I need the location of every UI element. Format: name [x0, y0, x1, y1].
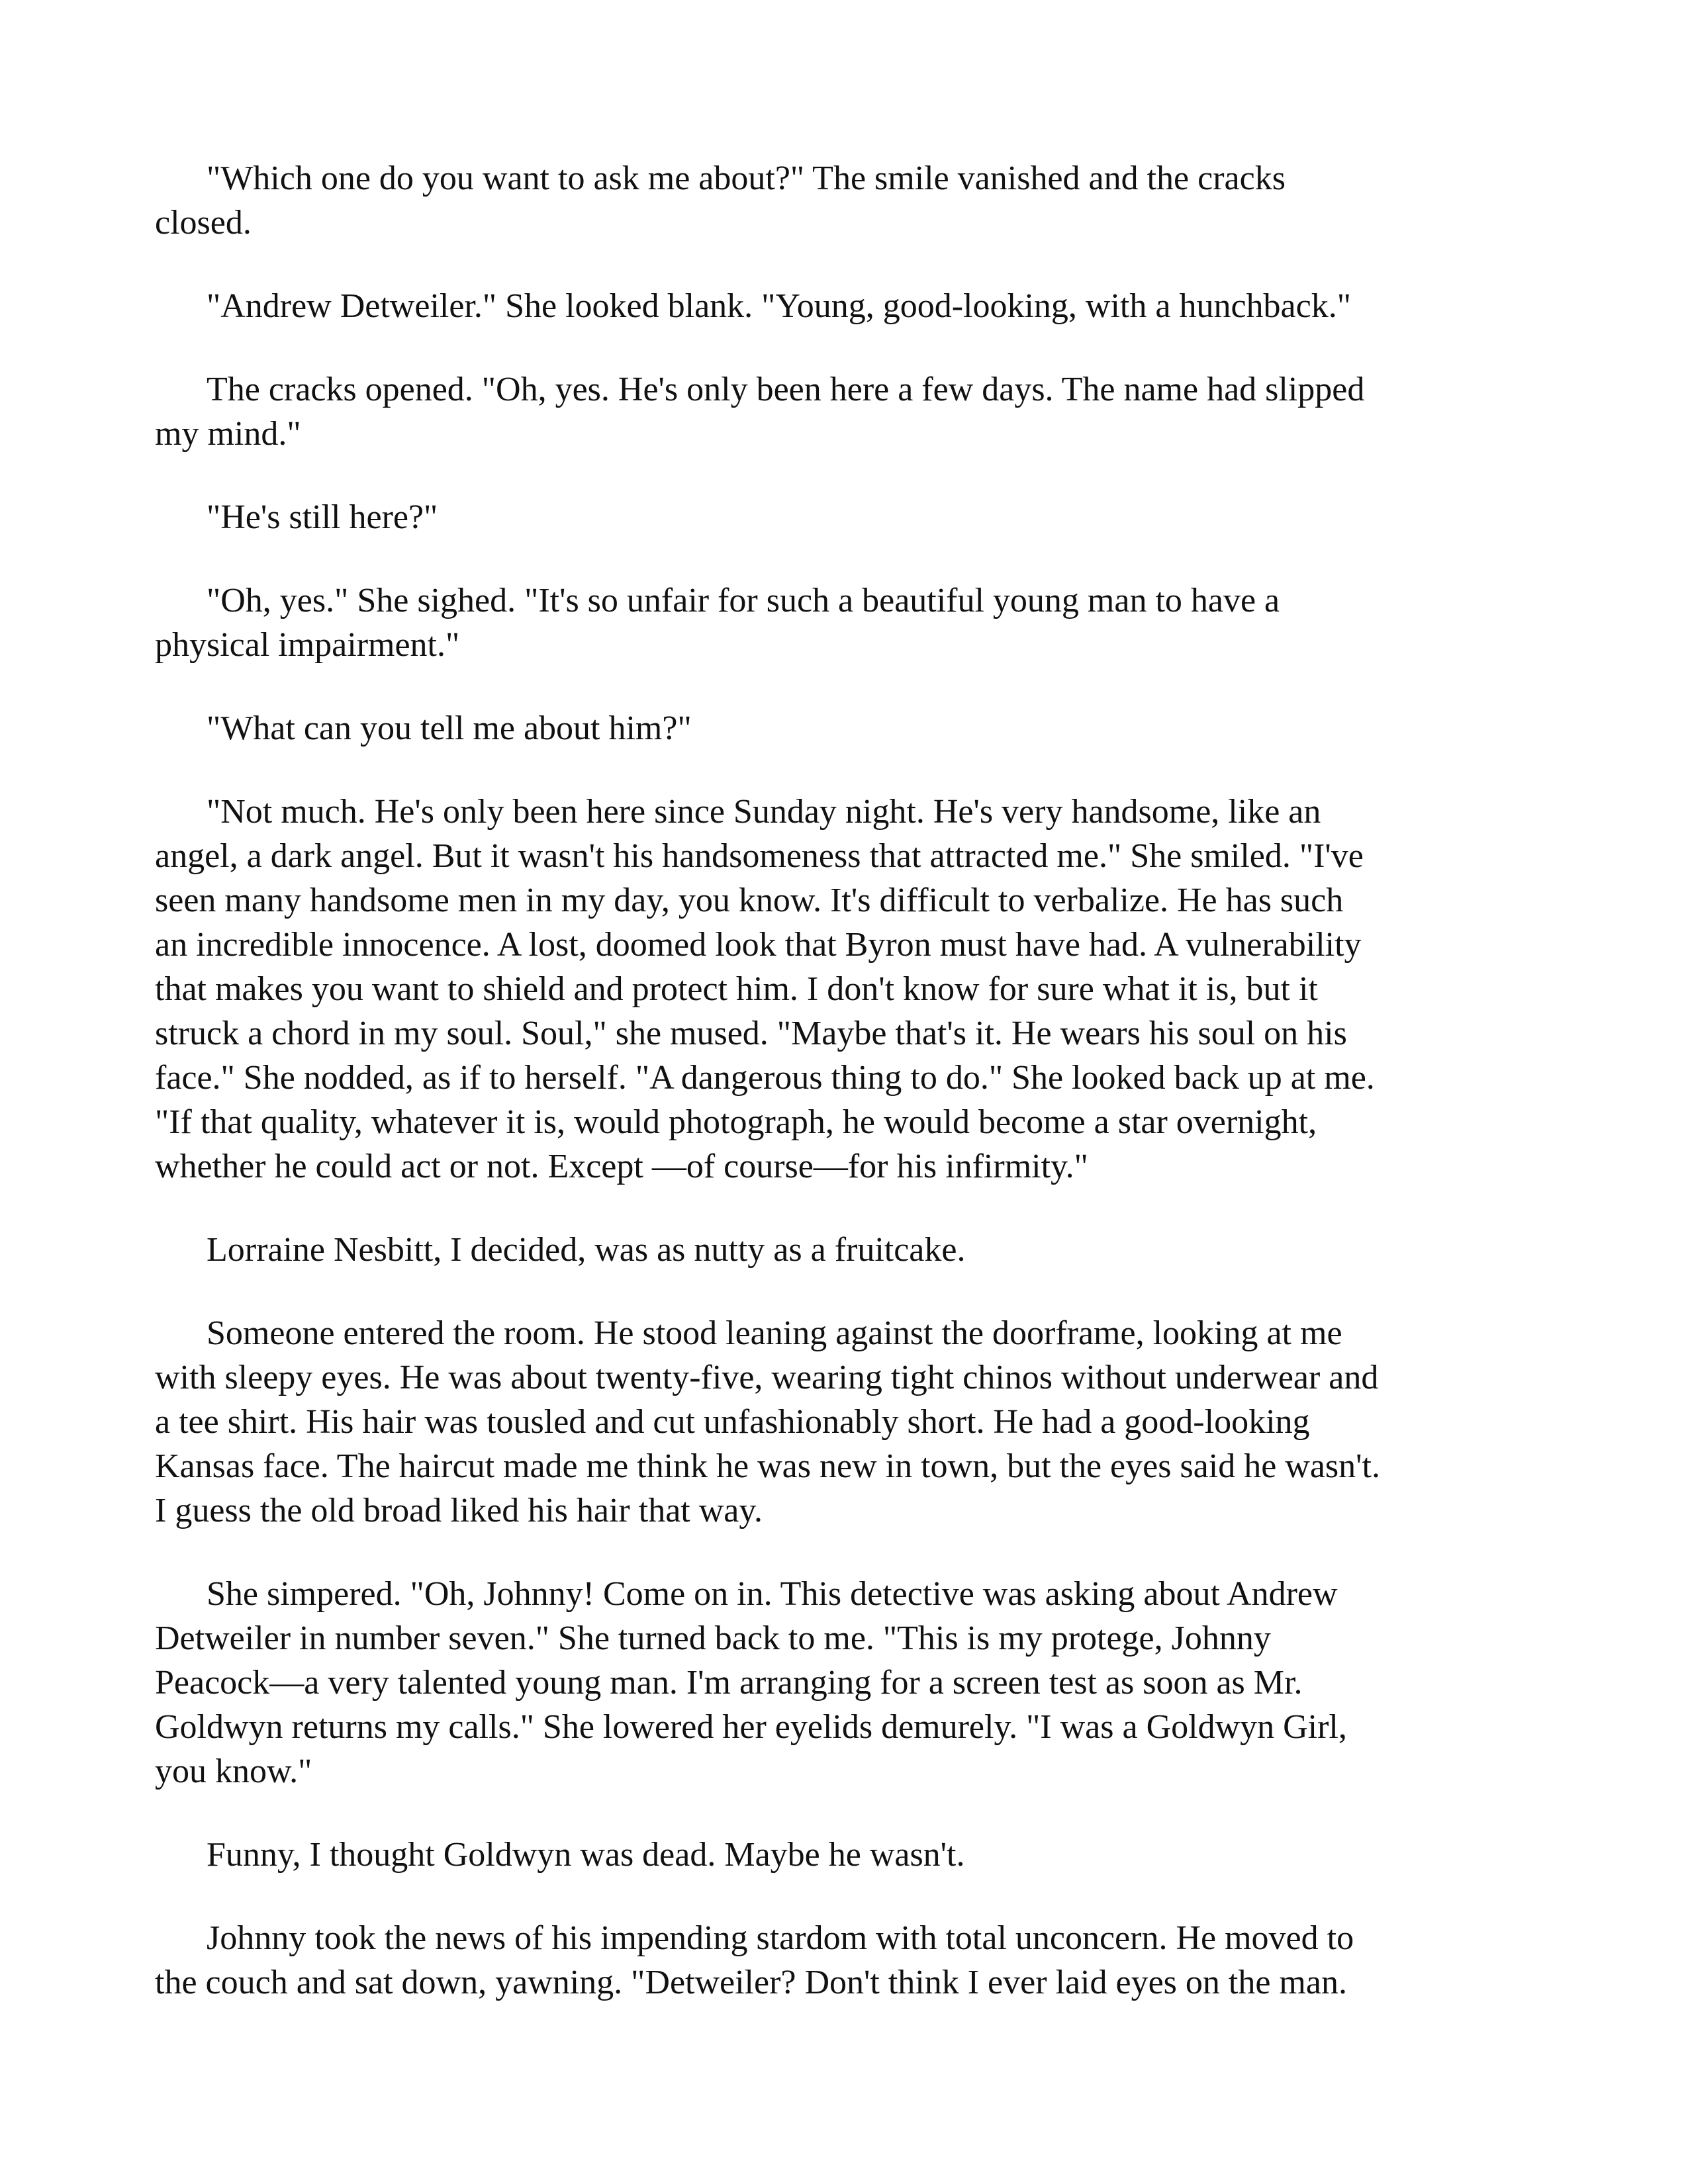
paragraph: Lorraine Nesbitt, I decided, was as nutty as a fruitcake. [207, 1231, 966, 1269]
paragraph: She simpered. "Oh, Johnny! Come on in. This detective was asking about Andrew Detweiler in number seven." She turned back to me. "This is my protege, Johnny Peacock—a very talented young man. I'm arranging for a screen test as soon as Mr. Goldwyn returns my calls." She lowered her eyelids demurely. "I was a Goldwyn Girl, you know." [155, 1575, 1347, 1790]
paragraph: Someone entered the room. He stood leaning against the doorframe, looking at me with sleepy eyes. He was about twenty-five, wearing tight chinos without underwear and a tee shirt. His hair was tousled and cut unfashionably short. He had a good-looking Kansas face. The haircut made me think he was new in town, but the eyes said he wasn't. I guess the old broad liked his hair that way. [155, 1314, 1380, 1529]
paragraph: "What can you tell me about him?" [207, 709, 692, 747]
paragraph: "Andrew Detweiler." She looked blank. "Young, good-looking, with a hunchback." [207, 287, 1351, 325]
paragraph: "Not much. He's only been here since Sunday night. He's very handsome, like an angel, a dark angel. But it wasn't his handsomeness that attracted me." She smiled. "I've seen many handsome men in my day, you know. It's difficult to verbalize. He has such an incredible innocence. A lost, doomed look that Byron must have had. A vulnerability that makes you want to shield and protect him. I don't know for sure what it is, but it struck a chord in my soul. Soul," she mused. "Maybe that's it. He wears his soul on his face." She nodded, as if to herself. "A dangerous thing to do." She looked back up at me. "If that quality, whatever it is, would photograph, he would become a star overnight, whether he could act or not. Except —of course—for his infirmity." [155, 793, 1375, 1185]
paragraph: "Which one do you want to ask me about?" The smile vanished and the cracks closed. [155, 159, 1286, 242]
paragraph: The cracks opened. "Oh, yes. He's only been here a few days. The name had slipped my mind." [155, 371, 1365, 453]
paragraph: "Oh, yes." She sighed. "It's so unfair for such a beautiful young man to have a physical impairment." [155, 582, 1280, 664]
paragraph: Funny, I thought Goldwyn was dead. Maybe he wasn't. [207, 1836, 965, 1874]
paragraph: Johnny took the news of his impending stardom with total unconcern. He moved to the couch and sat down, yawning. "Detweiler? Don't think I ever laid eyes on the man. [155, 1919, 1354, 2001]
document-page [155, 156, 1533, 2005]
paragraph: "He's still here?" [207, 498, 438, 536]
